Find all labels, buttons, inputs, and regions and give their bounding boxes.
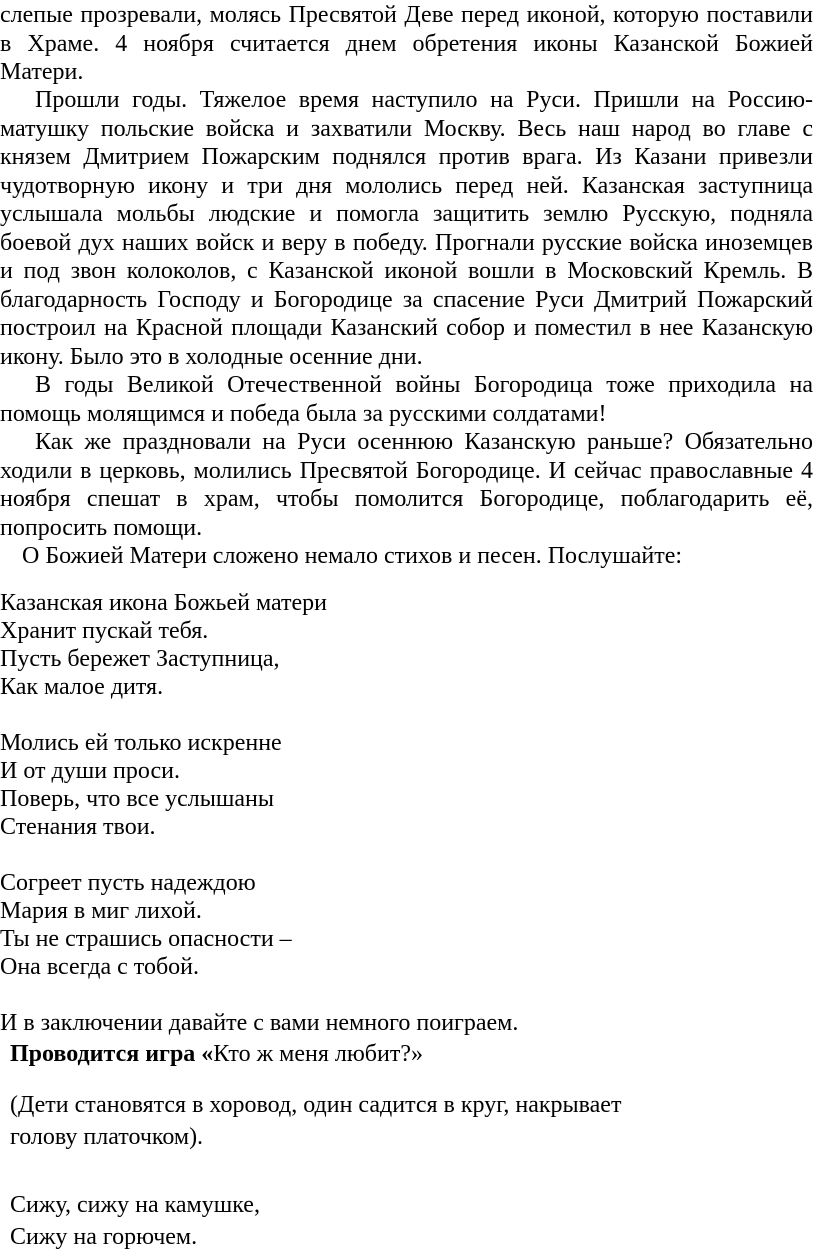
poem-line: Пусть бережет Заступница,: [0, 646, 280, 672]
poem-line: Поверь, что все услышаны: [0, 786, 275, 812]
poem-line: Мария в миг лихой.: [0, 898, 202, 924]
text-line: и под звон колоколов, с Казанской иконой вошли в Московский Кремль. В: [0, 258, 813, 284]
text-line: попросить помощи.: [0, 515, 203, 541]
text-line: ходили в церковь, молились Пресвятой Богородице. И сейчас православные 4: [0, 458, 813, 484]
text-line: Матери.: [0, 59, 84, 85]
text-line: помощь молящимся и победа была за русскими солдатами!: [0, 401, 607, 427]
text-line: князем Дмитрием Пожарским поднялся против врага. Из Казани привезли: [0, 144, 813, 170]
poem-line: Она всегда с тобой.: [0, 954, 200, 980]
game-verse-line: Сижу, сижу на камушке,: [10, 1192, 260, 1218]
poem-line: Ты не страшись опасности –: [0, 926, 292, 952]
game-name: Кто ж меня любит?»: [213, 1041, 423, 1067]
poem-line: И от души проси.: [0, 758, 180, 784]
text-line: боевой дух наших войск и веру в победу. Прогнали русские войска иноземцев: [0, 230, 813, 256]
text-line: благодарность Господу и Богородице за спасение Руси Дмитрий Пожарский: [0, 287, 813, 313]
game-heading: [10, 1040, 423, 1068]
poem-line: Стенания твои.: [0, 814, 156, 840]
text-line: в Храме. 4 ноября считается днем обретения иконы Казанской Божией: [0, 31, 813, 57]
poem-line: Казанская икона Божьей матери: [0, 590, 327, 616]
text-line: О Божией Матери сложено немало стихов и песен. Послушайте:: [22, 543, 683, 569]
text-line: услышала мольбы людские и помогла защитить землю Русскую, подняла: [0, 201, 813, 227]
text-line: икону. Было это в холодные осенние дни.: [0, 344, 423, 370]
text-line: Прошли годы. Тяжелое время наступило на Руси. Пришли на Россию-: [35, 87, 813, 113]
poem-line: Молись ей только искренне: [0, 730, 282, 756]
game-verse-line: Сижу на горючем.: [10, 1224, 198, 1250]
poem-line: Согреет пусть надеждою: [0, 870, 256, 896]
text-line: построил на Красной площади Казанский собор и поместил в нее Казанскую: [0, 315, 813, 341]
game-label: Проводится игра «: [10, 1041, 214, 1067]
text-line: Как же праздновали на Руси осеннюю Казанскую раньше? Обязательно: [35, 429, 813, 455]
poem-line: Как малое дитя.: [0, 674, 164, 700]
closing-line: И в заключении давайте с вами немного поиграем.: [0, 1010, 519, 1036]
text-line: В годы Великой Отечественной войны Богородица тоже приходила на: [35, 372, 813, 398]
text-line: слепые прозревали, молясь Пресвятой Деве перед иконой, которую поставили: [0, 2, 813, 28]
game-instruction: (Дети становятся в хоровод, один садится в круг, накрывает: [10, 1092, 622, 1118]
poem-line: Хранит пускай тебя.: [0, 618, 209, 644]
game-instruction: голову платочком).: [10, 1124, 204, 1150]
text-line: матушку польские войска и захватили Москву. Весь наш народ во главе с: [0, 116, 813, 142]
text-line: чудотворную икону и три дня мололись перед ней. Казанская заступница: [0, 173, 813, 199]
text-line: ноября спешат в храм, чтобы помолится Богородице, поблагодарить её,: [0, 486, 813, 512]
